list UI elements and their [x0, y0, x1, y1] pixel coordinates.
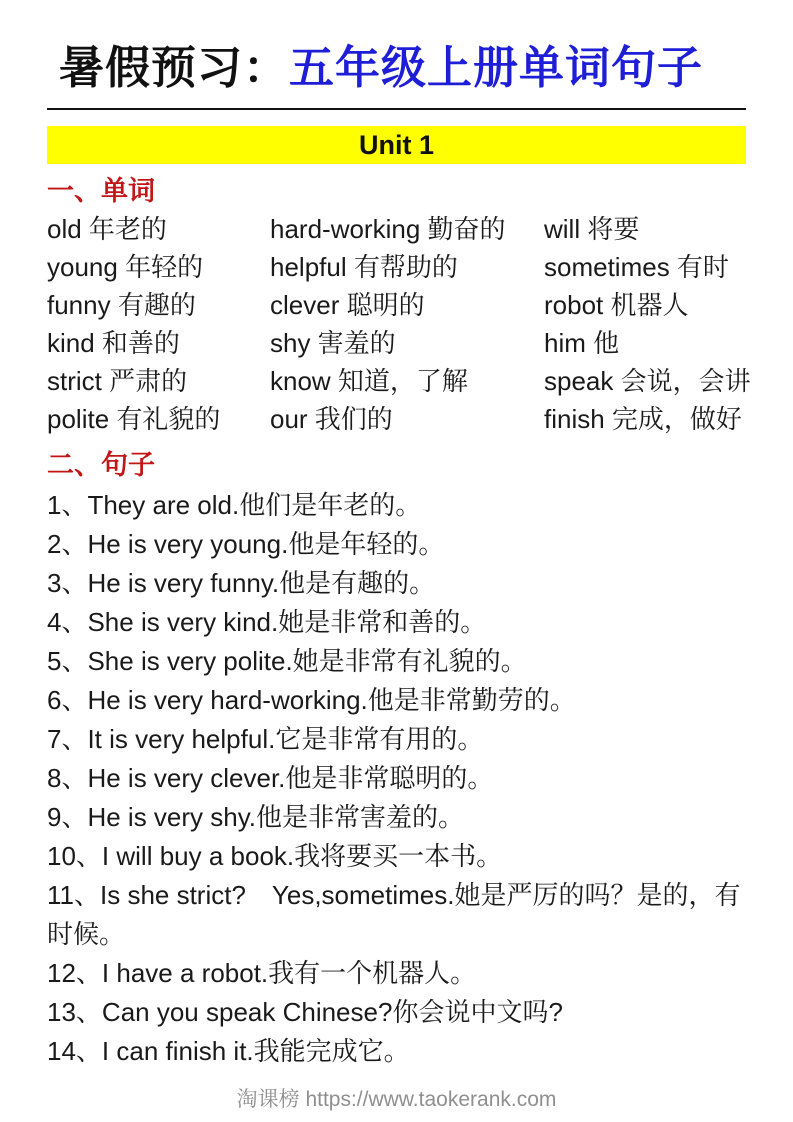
- words-section-heading: 一、单词: [47, 176, 155, 206]
- words-grid: [47, 210, 751, 438]
- word-item: young 年轻的: [47, 252, 204, 282]
- sentence-item: 13、Can you speak Chinese?你会说中文吗?: [47, 997, 563, 1027]
- word-item: polite 有礼貌的: [47, 404, 221, 434]
- sentence-item: 8、He is very clever.他是非常聪明的。: [47, 763, 494, 793]
- word-item: will 将要: [544, 214, 640, 244]
- word-item: funny 有趣的: [47, 290, 196, 320]
- sentence-item: 5、She is very polite.她是非常有礼貌的。: [47, 646, 527, 676]
- word-item: him 他: [544, 328, 620, 358]
- word-item: our 我们的: [270, 404, 393, 434]
- word-item: kind 和善的: [47, 328, 180, 358]
- sentences-list: [47, 486, 746, 1071]
- unit-banner: [47, 126, 746, 164]
- word-item: hard-working 勤奋的: [270, 214, 506, 244]
- word-item: finish 完成，做好: [544, 404, 742, 434]
- sentence-item: 11、Is she strict? Yes,sometimes.她是严厉的吗？是的，有时候。: [47, 880, 741, 949]
- title-main: 五年级上册单词句子: [289, 42, 704, 93]
- footer-watermark: 淘课榜 https://www.taokerank.com: [236, 1088, 557, 1111]
- word-item: robot 机器人: [544, 290, 689, 320]
- title-prefix: 暑假预习：: [59, 42, 290, 93]
- sentence-item: 12、I have a robot.我有一个机器人。: [47, 958, 477, 988]
- word-item: know 知道，了解: [270, 366, 468, 396]
- sentence-item: 4、She is very kind.她是非常和善的。: [47, 607, 487, 637]
- word-item: shy 害羞的: [270, 328, 396, 358]
- sentence-item: 1、They are old.他们是年老的。: [47, 490, 422, 520]
- word-item: strict 严肃的: [47, 366, 188, 396]
- sentence-item: 2、He is very young.他是年轻的。: [47, 529, 445, 559]
- sentence-item: 9、He is very shy.他是非常害羞的。: [47, 802, 465, 832]
- sentence-item: 3、He is very funny.他是有趣的。: [47, 568, 436, 598]
- sentence-item: 10、I will buy a book.我将要买一本书。: [47, 841, 503, 871]
- word-item: helpful 有帮助的: [270, 252, 458, 282]
- word-item: clever 聪明的: [270, 290, 425, 320]
- unit-banner-label: Unit 1: [358, 129, 434, 160]
- page-title: [47, 0, 746, 110]
- sentence-item: 6、He is very hard-working.他是非常勤劳的。: [47, 685, 576, 715]
- sentence-item: 14、I can finish it.我能完成它。: [47, 1036, 410, 1066]
- sentences-section-heading: 二、句子: [47, 450, 155, 480]
- word-item: sometimes 有时: [544, 252, 729, 282]
- sentence-item: 7、It is very helpful.它是非常有用的。: [47, 724, 484, 754]
- word-item: speak 会说，会讲: [544, 366, 751, 396]
- word-item: old 年老的: [47, 214, 167, 244]
